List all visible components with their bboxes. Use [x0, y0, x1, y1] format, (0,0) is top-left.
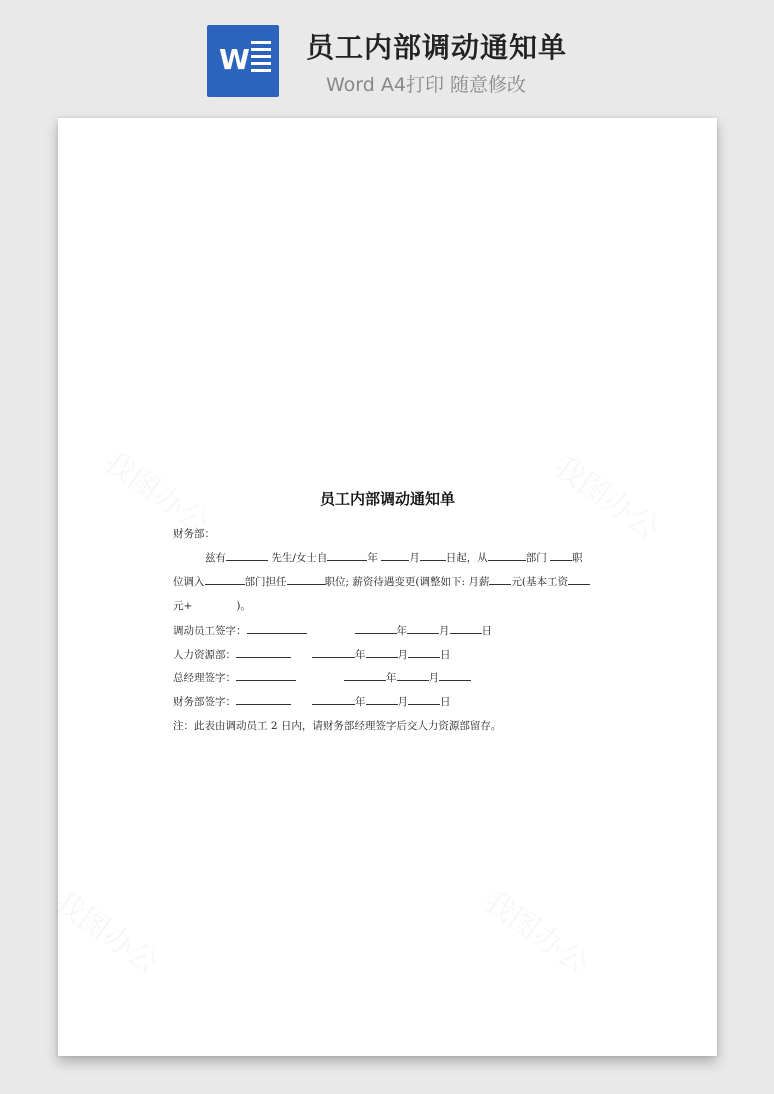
hr-signature-line: 人力资源部： 年 月 日: [173, 649, 451, 661]
document-subtitle: Word A4打印 随意修改: [326, 74, 527, 96]
gm-signature-line: 总经理签字： 年 月: [173, 670, 471, 685]
position-blank: [550, 550, 572, 561]
recipient-line: 财务部：: [173, 528, 215, 540]
word-icon-lines: [251, 41, 271, 76]
form-title: 员工内部调动通知单: [319, 490, 455, 508]
word-icon-letter: W: [219, 43, 250, 76]
month-blank: [381, 550, 409, 561]
hr-signature-blank: [236, 647, 291, 658]
paragraph-line-2: 位调入 部门担任 职位; 薪资待遇变更(调整如下: 月薪 元(基本工资: [173, 574, 590, 589]
paragraph-line-1: 兹有 先生/女士自 年 月 日起，从 部门 职: [205, 552, 583, 564]
to-dept-blank: [205, 574, 245, 585]
gm-signature-blank: [236, 670, 296, 681]
document-title: 员工内部调动通知单: [306, 31, 568, 64]
base-salary-blank: [568, 574, 590, 585]
salary-blank: [489, 574, 511, 585]
name-blank: [226, 550, 268, 561]
new-position-blank: [287, 574, 325, 585]
day-blank: [420, 550, 446, 561]
watermark: [476, 878, 600, 983]
header: [0, 0, 774, 110]
word-icon: [207, 25, 279, 97]
year-blank: [327, 550, 367, 561]
paragraph-line-3: 元+ )。: [173, 600, 251, 612]
footnote: 注：此表由调动员工 2 日内，请财务部经理签字后交人力资源部留存。: [173, 720, 502, 732]
finance-signature-blank: [236, 694, 291, 705]
finance-signature-line: 财务部签字： 年 月 日: [173, 696, 451, 708]
employee-signature-line: 调动员工签字： 年 月 日: [173, 625, 492, 637]
watermark: [46, 878, 170, 983]
employee-signature-blank: [247, 623, 307, 634]
from-dept-blank: [488, 550, 526, 561]
document-page: [58, 118, 717, 1056]
